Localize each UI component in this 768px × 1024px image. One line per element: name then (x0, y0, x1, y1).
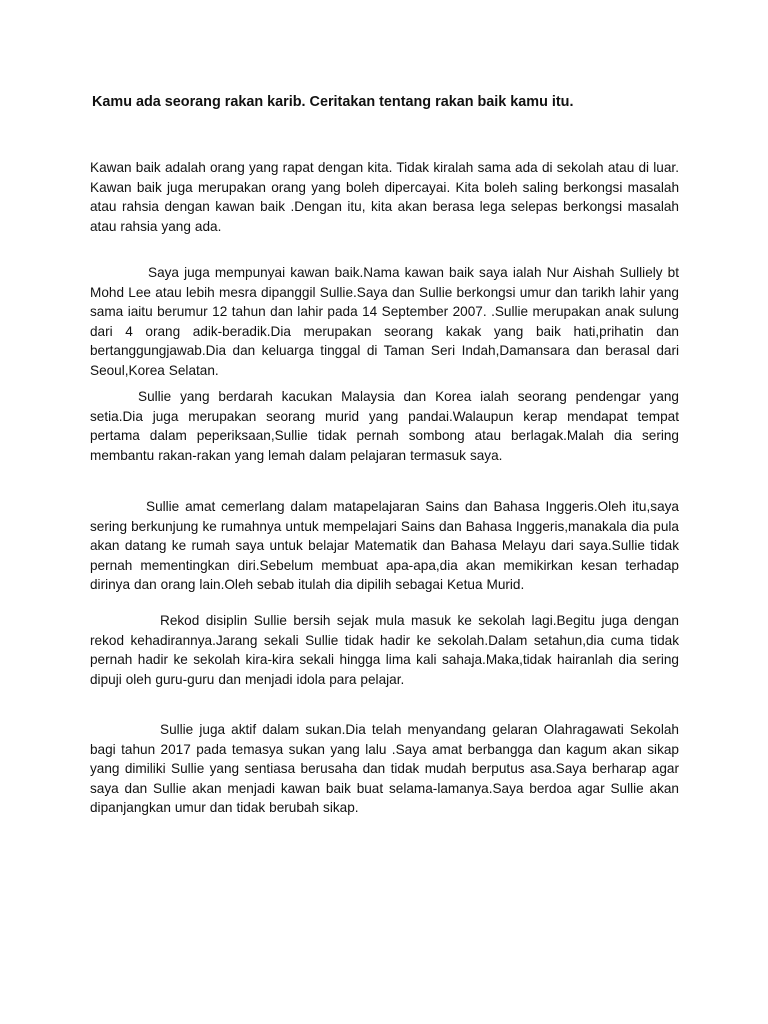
paragraph-friend-profile: Saya juga mempunyai kawan baik.Nama kawan baik saya ialah Nur Aishah Sulliely bt Mohd Lee atau lebih mesra dipanggil Sullie.Saya dan Sullie berkongsi umur dan tarikh lahir yang sama iaitu berumur 12 tahun dan lahir pada 14 September 2007. .Sullie merupakan anak sulung dari 4 orang adik-beradik.Dia merupakan seorang kakak yang baik hati,prihatin dan bertanggungjawab.Dia dan keluarga tinggal di Taman Seri Indah,Damansara dan berasal dari Seoul,Korea Selatan. (90, 265, 679, 378)
paragraph-conclusion: Sullie juga aktif dalam sukan.Dia telah menyandang gelaran Olahragawati Sekolah bagi tahun 2017 pada temasya sukan yang lalu .Saya amat berbangga dan kagum akan sikap yang dimiliki Sullie yang sentiasa berusaha dan tidak mudah berputus asa.Saya berharap agar saya dan Sullie akan menjadi kawan baik buat selama-lamanya.Saya berdoa agar Sullie akan dipanjangkan umur dan tidak berubah sikap. (90, 722, 679, 815)
essay-title: Kamu ada seorang rakan karib. Ceritakan tentang rakan baik kamu itu. (92, 94, 574, 110)
paragraph-introduction: Kawan baik adalah orang yang rapat dengan kita. Tidak kiralah sama ada di sekolah atau di luar. Kawan baik juga merupakan orang yang boleh dipercayai. Kita boleh saling berkongsi masalah atau rahsia dengan kawan baik .Dengan itu, kita akan berasa lega selepas berkongsi masalah atau rahsia yang ada. (90, 160, 679, 234)
paragraph-discipline: Rekod disiplin Sullie bersih sejak mula masuk ke sekolah lagi.Begitu juga dengan rekod kehadirannya.Jarang sekali Sullie tidak hadir ke sekolah.Dalam setahun,dia cuma tidak pernah hadir ke sekolah kira-kira sekali hingga lima kali sahaja.Maka,tidak hairanlah dia sering dipuji oleh guru-guru dan menjadi idola para pelajar. (90, 613, 679, 687)
paragraph-personality: Sullie yang berdarah kacukan Malaysia dan Korea ialah seorang pendengar yang setia.Dia juga merupakan seorang murid yang pandai.Walaupun kerap mendapat tempat pertama dalam peperiksaan,Sullie tidak pernah sombong atau berlagak.Malah dia sering membantu rakan-rakan yang lemah dalam pelajaran termasuk saya. (90, 389, 679, 463)
paragraph-academics: Sullie amat cemerlang dalam matapelajaran Sains dan Bahasa Inggeris.Oleh itu,saya sering berkunjung ke rumahnya untuk mempelajari Sains dan Bahasa Inggeris,manakala dia pula akan datang ke rumah saya untuk belajar Matematik dan Bahasa Melayu dari saya.Sullie tidak pernah mementingkan diri.Sebelum membuat apa-apa,dia akan memikirkan kesan terhadap dirinya dan orang lain.Oleh sebab itulah dia dipilih sebagai Ketua Murid. (90, 499, 679, 592)
